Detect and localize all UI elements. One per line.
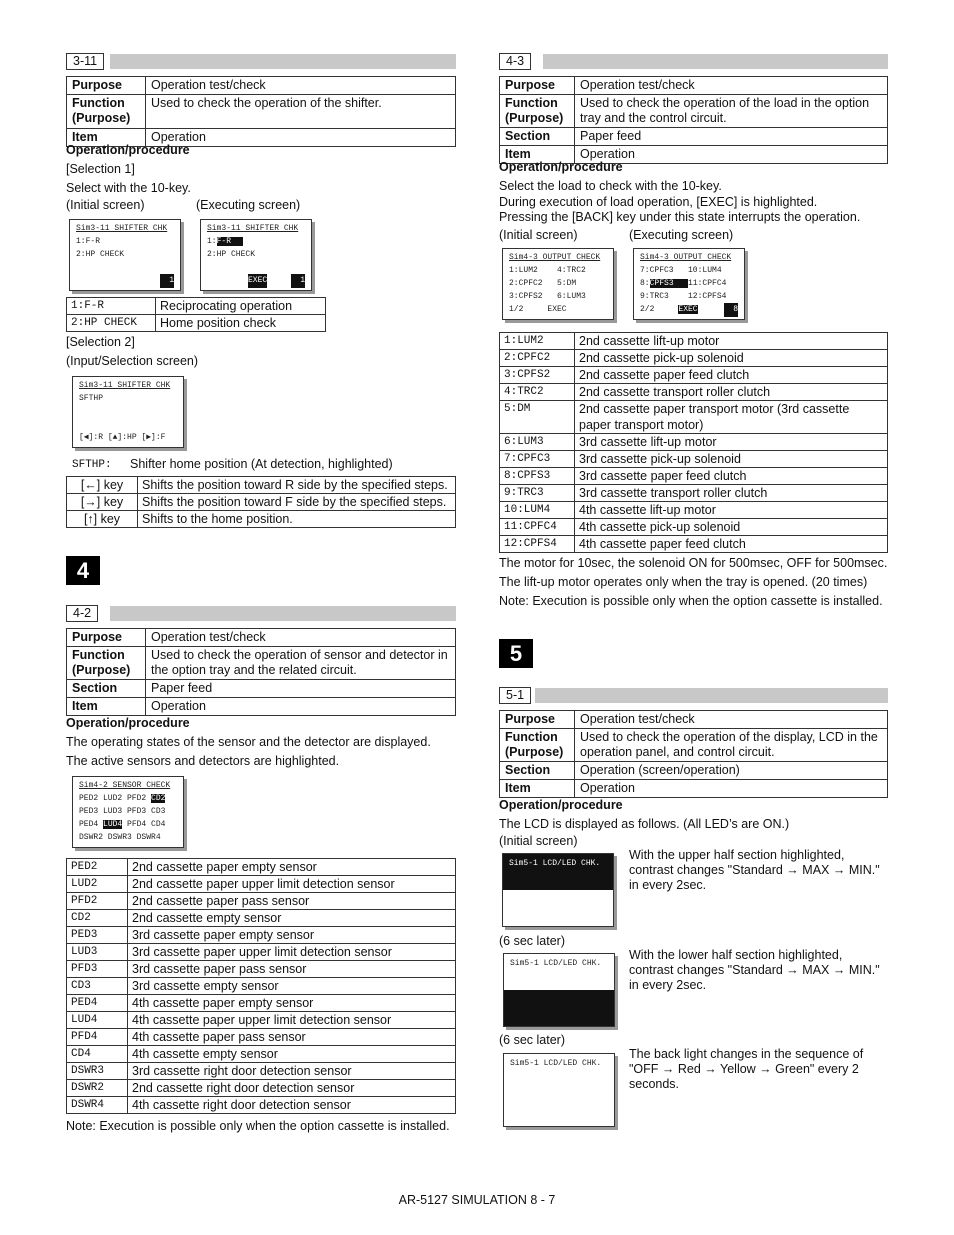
initial-screen-label: (Initial screen): [499, 228, 578, 242]
lcd-executing-3-11: Sim3-11 SHIFTER CHK 1:F-R 2:HP CHECK EXEC 1: [200, 219, 312, 291]
info-table-5-1: Purpose Operation test/check Function (Purpose) Used to check the operation of the display, LCD in the operation panel, and control circuit. Section Operation (screen/operation) Item Operation: [499, 710, 888, 798]
desc-text-3: Pressing the [BACK] key under this state interrupts the operation.: [499, 210, 861, 224]
table-row: PED2 2nd cassette paper empty sensor: [67, 859, 456, 876]
desc-text-1: The LCD is displayed as follows. (All LED’s are ON.): [499, 817, 790, 831]
desc-text-2: During execution of load operation, [EXEC] is highlighted.: [499, 195, 818, 209]
table-row: 7:CPFC3 3rd cassette pick-up solenoid: [500, 451, 888, 468]
table-row: 3:CPFS2 2nd cassette paper feed clutch: [500, 367, 888, 384]
section-header-4-2: [66, 605, 456, 622]
lcd-backlight: Sim5-1 LCD/LED CHK.: [503, 1053, 615, 1127]
section-header-3-11: [66, 53, 456, 70]
table-row: PFD2 2nd cassette paper pass sensor: [67, 893, 456, 910]
table-row: 9:TRC3 3rd cassette transport roller clutch: [500, 485, 888, 502]
table-row: 5:DM 2nd cassette paper transport motor (3rd cassette paper transport motor): [500, 401, 888, 434]
six-sec-later-1: (6 sec later): [499, 934, 565, 948]
section-number: 3-11: [66, 53, 104, 70]
table-row: LUD3 3rd cassette paper upper limit detection sensor: [67, 944, 456, 961]
page-footer: AR-5127 SIMULATION 8 - 7: [398, 1193, 556, 1207]
info-table-4-3: Purpose Operation test/check Function (Purpose) Used to check the operation of the load in the option tray and the control circuit. Section Paper feed Item Operation: [499, 76, 888, 164]
table-row: PFD3 3rd cassette paper pass sensor: [67, 961, 456, 978]
info-table-4-2: Purpose Operation test/check Function (Purpose) Used to check the operation of sensor and detector in the option tray and the related circuit. Section Paper feed Item Operation: [66, 628, 456, 716]
table-row: PED4 4th cassette paper empty sensor: [67, 995, 456, 1012]
note-4-2: Note: Execution is possible only when the option cassette is installed.: [66, 1119, 450, 1133]
shifter-mode-table: 1:F-R Reciprocating operation 2:HP CHECK Home position check: [66, 297, 326, 332]
table-row: 12:CPFS4 4th cassette paper feed clutch: [500, 536, 888, 553]
lcd-initial-4-3: Sim4-3 OUTPUT CHECK 1:LUM2 4:TRC2 2:CPFC2 5:DM 3:CPFS2 6:LUM3 1/2 EXEC: [502, 248, 614, 320]
selection-2: [Selection 2]: [66, 335, 135, 349]
key-table: [←] key Shifts the position toward R side by the specified steps. [→] key Shifts the position toward F side by the specified steps. [↑] key Shifts to the home position.: [66, 476, 456, 528]
info-table-3-11: Purpose Operation test/check Function (Purpose) Used to check the operation of the shifter. Item Operation: [66, 76, 456, 147]
table-row: 1:LUM2 2nd cassette lift-up motor: [500, 333, 888, 350]
table-row: DSWR4 4th cassette right door detection sensor: [67, 1097, 456, 1114]
table-row: 4:TRC2 2nd cassette transport roller clutch: [500, 384, 888, 401]
desc-text-2: The active sensors and detectors are highlighted.: [66, 754, 340, 768]
section-number: 5-1: [499, 687, 531, 704]
table-row: PFD4 4th cassette paper pass sensor: [67, 1029, 456, 1046]
lcd-lower-highlight: Sim5-1 LCD/LED CHK.: [503, 953, 615, 1027]
lcd-executing-4-3: Sim4-3 OUTPUT CHECK 7:CPFC3 10:LUM4 8:CPFS3 11:CPFC4 9:TRC3 12:CPFS4 2/2 EXEC 8: [633, 248, 745, 320]
desc-text-1: Select the load to check with the 10-key.: [499, 179, 722, 193]
table-row: 10:LUM4 4th cassette lift-up motor: [500, 502, 888, 519]
initial-screen-label: (Initial screen): [66, 198, 145, 212]
lcd-input-3-11: Sim3-11 SHIFTER CHK SFTHP [◀]:R [▲]:HP [▶]:F: [72, 376, 184, 448]
lcd-upper-highlight: Sim5-1 LCD/LED CHK.: [502, 853, 614, 927]
lcd-initial-3-11: Sim3-11 SHIFTER CHK 1:F-R 2:HP CHECK 1: [69, 219, 181, 291]
section-header-4-3: [499, 53, 888, 70]
section-number: 4-2: [66, 605, 98, 622]
note-line-3: Note: Execution is possible only when the option cassette is installed.: [499, 594, 883, 608]
selection-1: [Selection 1]: [66, 162, 135, 176]
input-screen-label: (Input/Selection screen): [66, 354, 199, 368]
load-table: [499, 332, 888, 553]
op-heading: Operation/procedure: [499, 798, 623, 812]
table-row: 2:CPFC2 2nd cassette pick-up solenoid: [500, 350, 888, 367]
section-4-badge: 4: [66, 556, 100, 585]
sfthp-code: SFTHP:: [72, 459, 112, 471]
executing-screen-label: (Executing screen): [629, 228, 734, 242]
note-line-2: The lift-up motor operates only when the tray is opened. (20 times): [499, 575, 868, 589]
sfthp-desc: Shifter home position (At detection, highlighted): [130, 457, 393, 471]
initial-screen-label: (Initial screen): [499, 834, 578, 848]
desc-backlight: The back light changes in the sequence of "OFF → Red → Yellow → Green" every 2 seconds.: [629, 1047, 864, 1091]
select-note: Select with the 10-key.: [66, 181, 191, 195]
sensor-table: [66, 858, 456, 1114]
op-heading: Operation/procedure: [66, 143, 190, 157]
note-line-1: The motor for 10sec, the solenoid ON for 500msec, OFF for 500msec.: [499, 556, 888, 570]
table-row: CD4 4th cassette empty sensor: [67, 1046, 456, 1063]
section-number: 4-3: [499, 53, 531, 70]
op-heading: Operation/procedure: [499, 160, 623, 174]
table-row: LUD2 2nd cassette paper upper limit detection sensor: [67, 876, 456, 893]
table-row: DSWR2 2nd cassette right door detection sensor: [67, 1080, 456, 1097]
desc-lower: With the lower half section highlighted, contrast changes "Standard → MAX → MIN." in every 2sec.: [629, 948, 880, 992]
table-row: LUD4 4th cassette paper upper limit detection sensor: [67, 1012, 456, 1029]
table-row: CD3 3rd cassette empty sensor: [67, 978, 456, 995]
desc-text-1: The operating states of the sensor and the detector are displayed.: [66, 735, 431, 749]
table-row: 11:CPFC4 4th cassette pick-up solenoid: [500, 519, 888, 536]
executing-screen-label: (Executing screen): [196, 198, 301, 212]
six-sec-later-2: (6 sec later): [499, 1033, 565, 1047]
section-5-badge: 5: [499, 639, 533, 668]
table-row: PED3 3rd cassette paper empty sensor: [67, 927, 456, 944]
desc-upper: With the upper half section highlighted, contrast changes "Standard → MAX → MIN." in every 2sec.: [629, 848, 880, 892]
op-heading: Operation/procedure: [66, 716, 190, 730]
table-row: DSWR3 3rd cassette right door detection sensor: [67, 1063, 456, 1080]
table-row: CD2 2nd cassette empty sensor: [67, 910, 456, 927]
section-header-5-1: [499, 687, 888, 704]
table-row: 8:CPFS3 3rd cassette paper feed clutch: [500, 468, 888, 485]
table-row: 6:LUM3 3rd cassette lift-up motor: [500, 434, 888, 451]
lcd-sensor-check: Sim4-2 SENSOR CHECK PED2 LUD2 PFD2 CD2 PED3 LUD3 PFD3 CD3 PED4 LUD4 PFD4 CD4 DSWR2 DSWR3 DSWR4: [72, 776, 184, 848]
